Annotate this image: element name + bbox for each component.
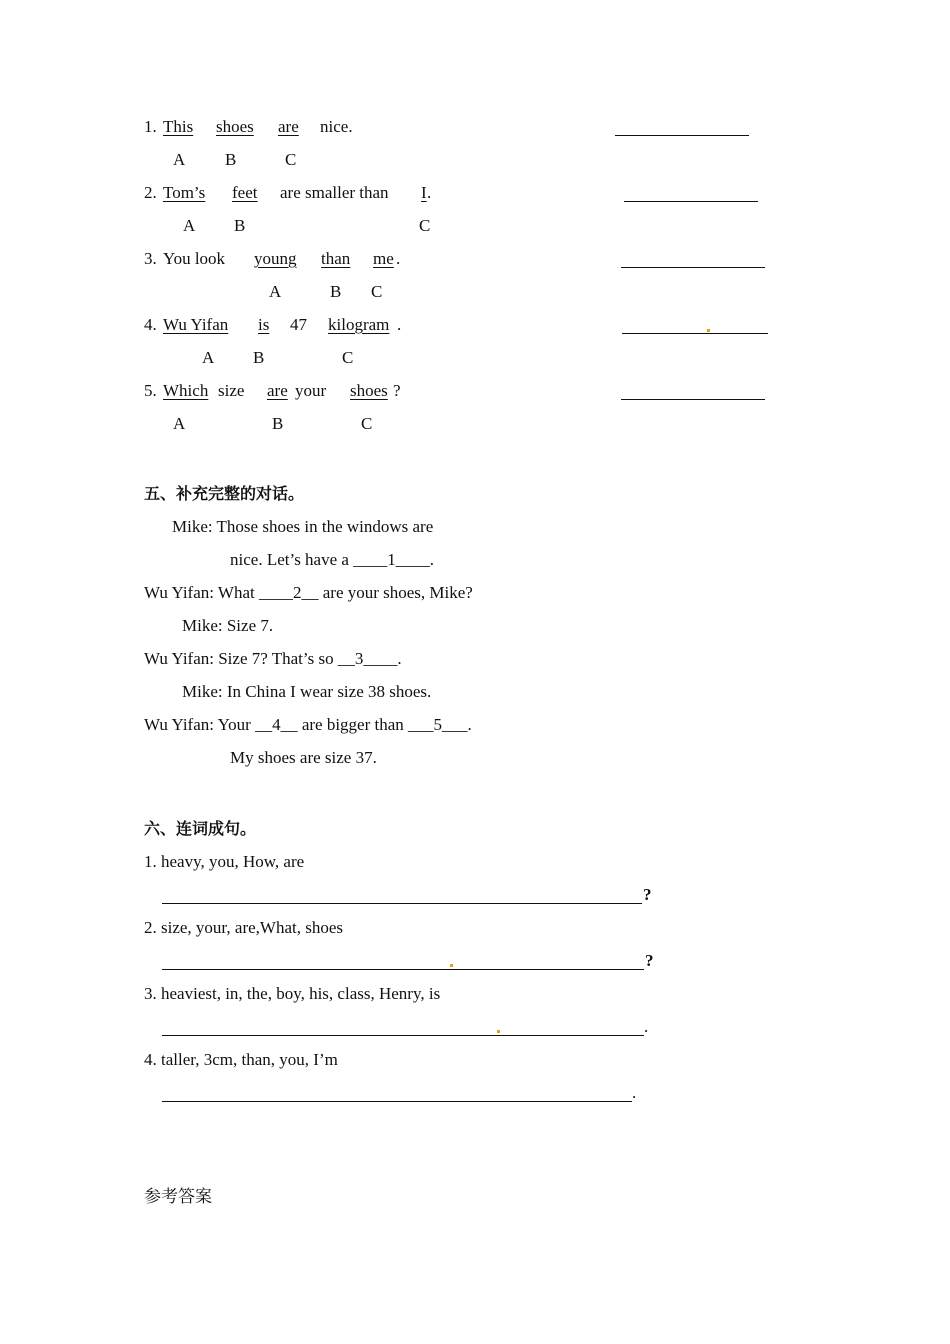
sentence-answer-line[interactable] — [162, 1101, 632, 1102]
q2-num: 2. — [144, 183, 157, 202]
sentence-end-mark: . — [644, 1017, 649, 1036]
q5-label-a: A — [173, 414, 186, 433]
q3-answer-blank[interactable] — [621, 267, 765, 268]
sentence-answer-line[interactable] — [162, 903, 642, 904]
q4-word-c: kilogram — [328, 315, 390, 334]
q5-word-c: shoes — [350, 381, 388, 400]
q1-word-a: This — [163, 117, 194, 136]
sentence-answer-line[interactable] — [162, 1035, 644, 1036]
q1-word-b: shoes — [216, 117, 254, 136]
q3-label-c: C — [371, 282, 383, 301]
q5-word-b: are — [267, 381, 288, 400]
q3-word-c: me — [373, 249, 394, 268]
dialogue-line: Mike: In China I wear size 38 shoes. — [182, 682, 432, 701]
dialogue-line: My shoes are size 37. — [230, 748, 377, 767]
q5-end: ? — [393, 381, 401, 400]
q3-label-a: A — [269, 282, 282, 301]
q1-word-rest: nice. — [320, 117, 353, 136]
q1-label-c: C — [285, 150, 297, 169]
q2-word-c: I — [421, 183, 427, 202]
q4-label-b: B — [253, 348, 265, 367]
sentence-end-mark: ? — [643, 885, 652, 904]
q2-answer-blank[interactable] — [624, 201, 758, 202]
q2-label-c: C — [419, 216, 431, 235]
q5-num: 5. — [144, 381, 157, 400]
marker-dot — [450, 964, 453, 967]
sentence-prompt: 2. size, your, are,What, shoes — [144, 918, 344, 937]
dialogue-line: Wu Yifan: What ____2__ are your shoes, Mike? — [144, 583, 473, 602]
q4-word-mid: 47 — [290, 315, 307, 334]
q2-word-mid: are smaller than — [280, 183, 389, 202]
q1-word-c: are — [278, 117, 299, 136]
sentence-prompt: 1. heavy, you, How, are — [144, 852, 305, 871]
sentence-prompt: 3. heaviest, in, the, boy, his, class, Henry, is — [144, 984, 441, 1003]
dialogue-line: Wu Yifan: Your __4__ are bigger than ___5___. — [144, 715, 472, 734]
q3-word-lead: You look — [163, 249, 226, 268]
q1-label-b: B — [225, 150, 237, 169]
section-5-title: 五、补充完整的对话。 — [144, 484, 305, 503]
sentence-end-mark: ? — [645, 951, 654, 970]
q3-word-b: than — [321, 249, 351, 268]
q2-label-b: B — [234, 216, 246, 235]
q4-word-b: is — [258, 315, 270, 334]
sentence-prompt: 4. taller, 3cm, than, you, I’m — [144, 1050, 338, 1069]
q5-label-c: C — [361, 414, 373, 433]
answer-key-heading: 参考答案 — [144, 1187, 212, 1207]
dialogue-line: nice. Let’s have a ____1____. — [230, 550, 434, 569]
q5-word-b-rest: your — [295, 381, 327, 400]
q4-word-a: Wu Yifan — [163, 315, 229, 334]
q4-num: 4. — [144, 315, 157, 334]
dialogue-line: Mike: Size 7. — [182, 616, 274, 635]
sentence-end-mark: . — [632, 1083, 637, 1102]
q1-num: 1. — [144, 117, 157, 136]
section-6-title: 六、连词成句。 — [144, 819, 257, 838]
q4-label-c: C — [342, 348, 354, 367]
q3-num: 3. — [144, 249, 157, 268]
q4-label-a: A — [202, 348, 215, 367]
q3-end: . — [396, 249, 401, 268]
sentence-answer-line[interactable] — [162, 969, 644, 970]
q4-answer-blank[interactable] — [622, 333, 768, 334]
q5-word-a: Which — [163, 381, 209, 400]
marker-dot — [707, 329, 710, 332]
q3-label-b: B — [330, 282, 342, 301]
q1-answer-blank[interactable] — [615, 135, 749, 136]
q4-end: . — [397, 315, 402, 334]
q2-word-a: Tom’s — [163, 183, 206, 202]
q2-word-b: feet — [232, 183, 258, 202]
dialogue-line: Mike: Those shoes in the windows are — [172, 517, 434, 536]
q5-answer-blank[interactable] — [621, 399, 765, 400]
q2-label-a: A — [183, 216, 196, 235]
q1-label-a: A — [173, 150, 186, 169]
dialogue-line: Wu Yifan: Size 7? That’s so __3____. — [144, 649, 402, 668]
q5-label-b: B — [272, 414, 284, 433]
q2-end: . — [427, 183, 432, 202]
q3-word-a: young — [254, 249, 297, 268]
marker-dot — [497, 1030, 500, 1033]
q5-word-a-rest: size — [218, 381, 245, 400]
